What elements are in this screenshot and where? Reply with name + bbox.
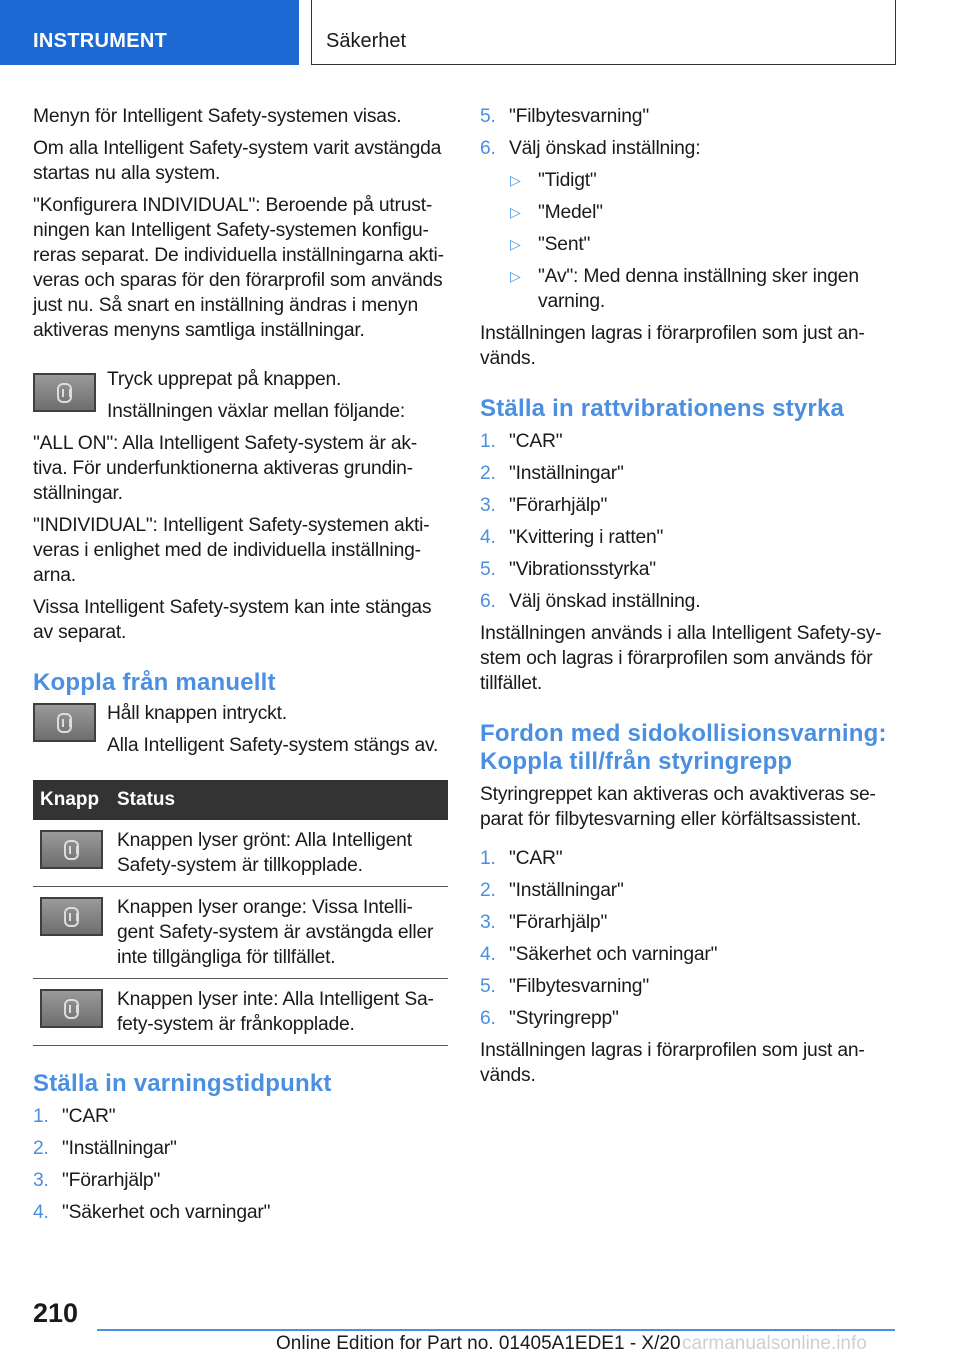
safety-button-icon — [33, 703, 96, 742]
table-cell: Knappen lyser inte: Alla Intelligent Sa-fety-system är frånkopplade. — [117, 989, 434, 1035]
safety-button-icon — [40, 989, 103, 1028]
list-item: 2. "Inställningar" — [480, 463, 624, 484]
section-heading: Ställa in rattvibrationens styrka — [480, 395, 845, 422]
list-item: ▷ "Tidigt" — [510, 170, 597, 191]
numbered-list — [480, 846, 890, 1031]
paragraph: Menyn för Intelligent Safety-systemen visas. — [33, 106, 402, 127]
press-button-block — [33, 367, 448, 424]
header-section-tab — [0, 0, 299, 65]
list-item: 6. Välj önskad inställning. — [480, 591, 701, 612]
list-item: 1. "CAR" — [480, 431, 563, 452]
footer-divider — [97, 1329, 895, 1331]
paragraph: Vissa Intelligent Safety-system kan inte stängas av separat. — [33, 597, 432, 643]
numbered-list — [33, 1104, 448, 1225]
section-heading: Ställa in varningstidpunkt — [33, 1070, 332, 1097]
list-item: 1. "CAR" — [33, 1106, 116, 1127]
safety-button-icon — [33, 373, 96, 412]
left-column — [33, 104, 448, 1232]
option-list — [480, 168, 890, 314]
table-row — [33, 887, 448, 979]
list-item: 5. "Filbytesvarning" — [480, 106, 649, 127]
list-item: 4. "Säkerhet och varningar" — [480, 944, 718, 965]
paragraph: Inställningen används i alla Intelligent Safety-sy-stem och lagras i förarprofilen som används för tillfället. — [480, 623, 882, 694]
header-topic-tab — [311, 0, 896, 65]
paragraph: Inställningen lagras i förarprofilen som just an-vänds. — [480, 323, 865, 369]
table-cell: Knappen lyser grönt: Alla Intelligent Safety-system är tillkopplade. — [117, 830, 412, 876]
list-item: 6. Välj önskad inställning: — [480, 138, 701, 159]
hold-button-block — [33, 701, 448, 758]
table-row — [33, 979, 448, 1046]
list-item: 3. "Förarhjälp" — [480, 495, 608, 516]
table-header-cell: Knapp — [40, 789, 100, 810]
footer-edition: Online Edition for Part no. 01405A1EDE1 - X/20 — [276, 1333, 681, 1354]
safety-button-icon — [40, 830, 103, 869]
table-cell: Knappen lyser orange: Vissa Intelli-gent Safety-system är avstängda eller inte tillgängliga för tillfället. — [117, 897, 434, 968]
paragraph: Alla Intelligent Safety-system stängs av. — [107, 735, 439, 756]
paragraph: Styringreppet kan aktiveras och avaktiveras se-parat för filbytesvarning eller körfältsassistent. — [480, 784, 876, 830]
paragraph: Om alla Intelligent Safety-system varit avstängda startas nu alla system. — [33, 138, 442, 184]
list-item: ▷ "Medel" — [510, 202, 603, 223]
right-column — [480, 104, 890, 1095]
paragraph: "INDIVIDUAL": Intelligent Safety-systemen akti-veras i enlighet med de individuella inställning-arna. — [33, 515, 430, 586]
list-item: 3. "Förarhjälp" — [33, 1170, 161, 1191]
list-item: 5. "Vibrationsstyrka" — [480, 559, 656, 580]
section-heading: Koppla från manuellt — [33, 669, 276, 696]
list-item: 3. "Förarhjälp" — [480, 912, 608, 933]
list-item: ▷ "Av": Med denna inställning sker ingen varning. — [510, 266, 859, 312]
numbered-list — [480, 104, 890, 161]
list-item: 4. "Kvittering i ratten" — [480, 527, 664, 548]
watermark: carmanualsonline.info — [682, 1333, 867, 1354]
table-header — [33, 780, 448, 820]
safety-button-icon — [40, 897, 103, 936]
list-item: 4. "Säkerhet och varningar" — [33, 1202, 271, 1223]
list-item: 6. "Styringrepp" — [480, 1008, 619, 1029]
paragraph: Håll knappen intryckt. — [107, 703, 287, 724]
paragraph: Inställningen växlar mellan följande: — [107, 401, 406, 422]
list-item: 2. "Inställningar" — [480, 880, 624, 901]
list-item: 5. "Filbytesvarning" — [480, 976, 649, 997]
section-heading: Koppla till/från styringrepp — [480, 748, 793, 775]
list-item: 1. "CAR" — [480, 848, 563, 869]
list-item: ▷ "Sent" — [510, 234, 591, 255]
paragraph: "Konfigurera INDIVIDUAL": Beroende på utrust-ningen kan Intelligent Safety-systemen konfigu-reras separat. De individuella inställningarna akti-veras och sparas för den förarprofil som används just nu. Så snart en inställning ändras i menyn aktiveras menyns samtliga inställningar. — [33, 195, 444, 341]
header-section: INSTRUMENT — [33, 30, 168, 52]
page-number: 210 — [33, 1298, 79, 1328]
status-table — [33, 780, 448, 1046]
header-topic: Säkerhet — [326, 30, 407, 52]
paragraph: "ALL ON": Alla Intelligent Safety-system är ak-tiva. För underfunktionerna aktiveras grundin-ställningar. — [33, 433, 418, 504]
section-heading: Fordon med sidokollisionsvarning: — [480, 720, 887, 747]
table-row — [33, 820, 448, 887]
paragraph: Inställningen lagras i förarprofilen som just an-vänds. — [480, 1040, 865, 1086]
list-item: 2. "Inställningar" — [33, 1138, 177, 1159]
numbered-list — [480, 429, 890, 614]
paragraph: Tryck upprepat på knappen. — [107, 369, 342, 390]
table-header-cell: Status — [117, 789, 176, 810]
